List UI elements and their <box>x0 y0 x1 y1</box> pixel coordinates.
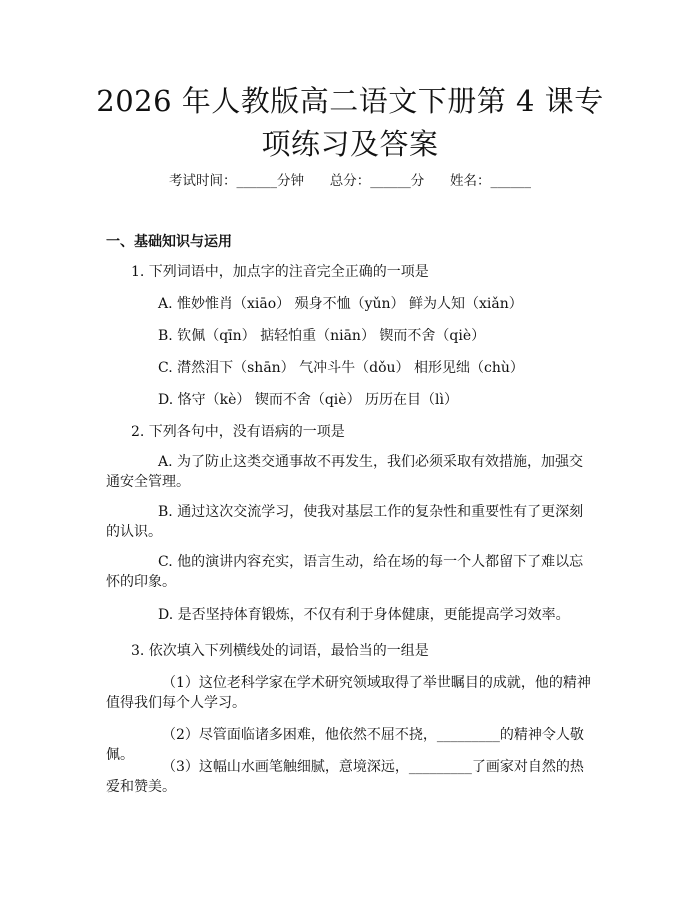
question-2-option-c: C. 他的演讲内容充实，语言生动，给在场的每一个人都留下了难以忘怀的印象。 <box>106 554 584 590</box>
question-2-stem: 2. 下列各句中，没有语病的一项是 <box>131 424 345 440</box>
question-2-option-b: B. 通过这次交流学习，使我对基层工作的复杂性和重要性有了更深刻的认识。 <box>106 504 584 540</box>
student-name-field: 姓名：______ <box>450 173 531 189</box>
question-1-stem: 1. 下列词语中，加点字的注音完全正确的一项是 <box>131 264 429 280</box>
question-3-stem: 3. 依次填入下列横线处的词语，最恰当的一组是 <box>131 643 429 659</box>
question-2-option-a: A. 为了防止这类交通事故不再发生，我们必须采取有效措施，加强交通安全管理。 <box>106 454 584 490</box>
question-3-item-1: （1）这位老科学家在学术研究领域取得了举世瞩目的成就，他的精神值得我们每个人学习。 <box>106 675 591 711</box>
exam-score: 总分：______分 <box>329 173 425 189</box>
exam-meta <box>0 169 700 189</box>
question-1-option-d: D. 恪守（kè） 锲而不舍（qiè） 历历在目（lì） <box>158 392 458 408</box>
section-heading: 一、基础知识与运用 <box>106 234 232 250</box>
question-1-option-b: B. 钦佩（qīn） 掂轻怕重（niān） 锲而不舍（qiè） <box>158 328 486 344</box>
question-3-item-2: （2）尽管面临诸多困难，他依然不屈不挠，_________的精神令人敬佩。 <box>106 727 584 763</box>
question-2-option-d: D. 是否坚持体育锻炼，不仅有利于身体健康，更能提高学习效率。 <box>158 607 570 623</box>
question-1-option-c: C. 潸然泪下（shān） 气冲斗牛（dǒu） 相形见绌（chù） <box>158 360 524 376</box>
exam-time: 考试时间：______分钟 <box>169 173 304 189</box>
question-3-item-3: （3）这幅山水画笔触细腻，意境深远，_________了画家对自然的热爱和赞美。 <box>106 759 584 795</box>
question-1-option-a: A. 惟妙惟肖（xiāo） 殒身不恤（yǔn） 鲜为人知（xiǎn） <box>158 296 523 312</box>
document-title: 2026 年人教版高二语文下册第 4 课专项练习及答案 <box>96 84 604 161</box>
